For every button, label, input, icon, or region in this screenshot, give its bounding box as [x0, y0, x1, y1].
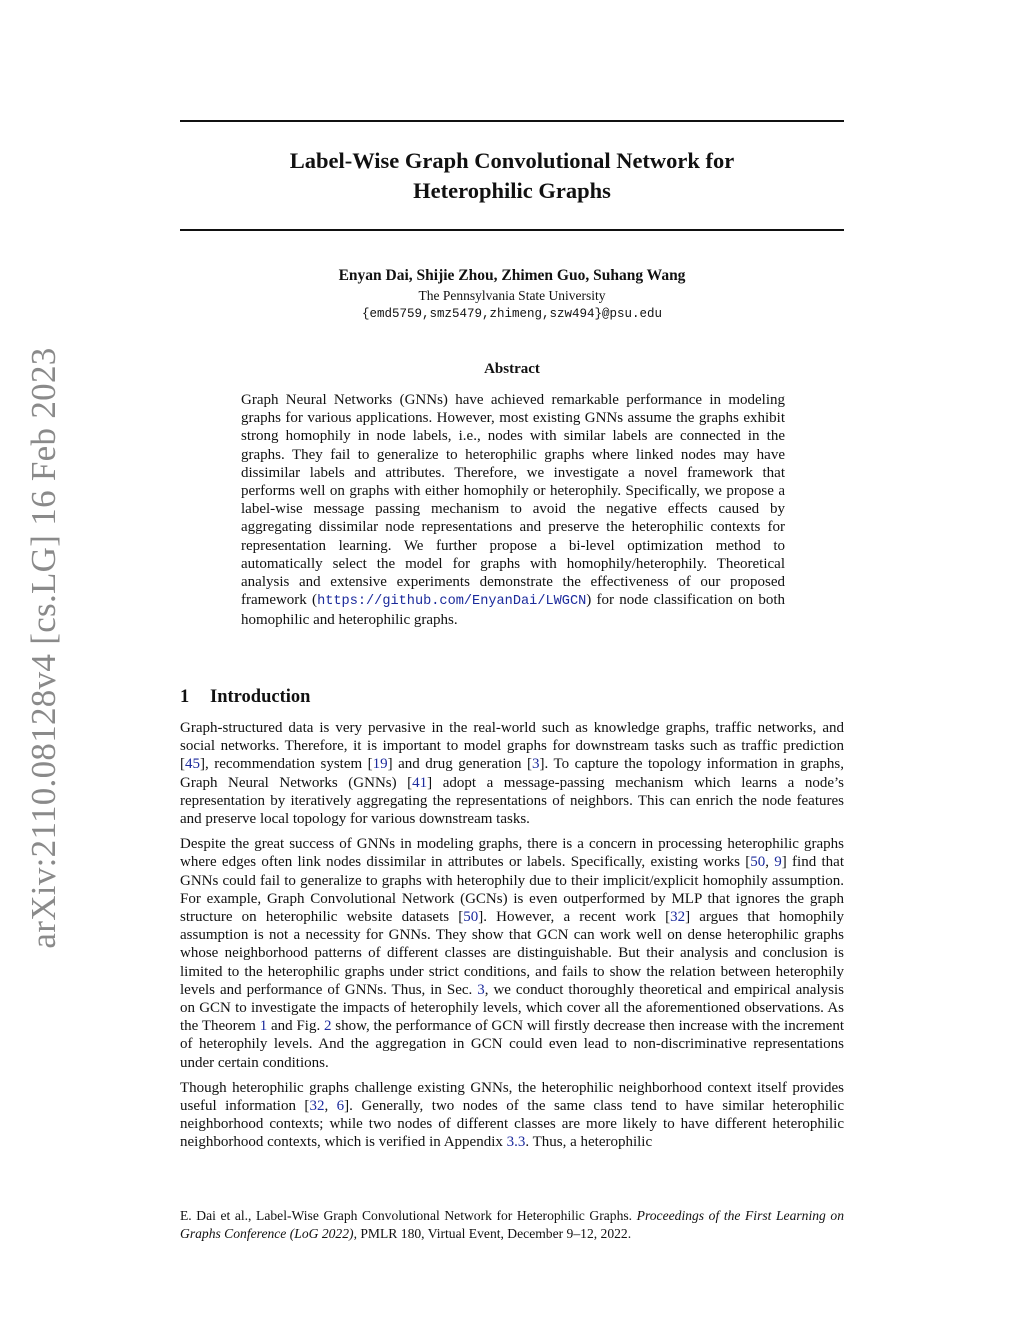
github-link[interactable]: https://github.com/EnyanDai/LWGCN	[317, 594, 587, 610]
appendix-ref-link[interactable]: 3.3	[506, 1134, 526, 1151]
text-run: Though heterophilic graphs challenge existing GNNs, the heterophilic neighborhood context itself provides useful information [	[180, 1079, 844, 1115]
text-run: ]. However, a recent work [	[478, 909, 671, 926]
abstract-heading: Abstract	[484, 361, 540, 377]
arxiv-id: arXiv:2110.08128v4 [cs.LG] 16 Feb 2023	[24, 347, 63, 949]
text-run: Despite the great success of GNNs in modeling graphs, there is a concern in processing heterophilic graphs where edges often link nodes dissimilar in attributes or labels. Specifically, existing works [	[180, 836, 844, 871]
text-run: ], recommendation system [	[200, 756, 373, 773]
paragraph-1	[180, 719, 844, 828]
text-run: and Fig.	[267, 1018, 324, 1035]
theorem-ref-link[interactable]: 1	[259, 1018, 268, 1035]
citation-link[interactable]: 50	[750, 854, 766, 871]
abstract-tail: ) for node classification on both homophilic and heterophilic graphs.	[241, 592, 786, 629]
citation-link[interactable]: 45	[185, 756, 200, 773]
text-run: ]. Generally, two nodes of the same class tend to have similar heterophilic neighborhood contexts; while two nodes of different classes are more likely to have different heterophilic neighborhood contexts, which is verified in Appendix	[180, 1098, 844, 1151]
text-run: ]. To capture the topology information in graphs, Graph Neural Networks (GNNs) [	[180, 756, 844, 791]
title-line-2: Heterophilic Graphs	[413, 178, 611, 203]
citation-link[interactable]: 3	[532, 756, 540, 773]
affiliation: The Pennsylvania State University	[418, 288, 606, 303]
paragraph-2	[180, 835, 844, 1072]
introduction-body	[180, 719, 844, 1159]
top-rule	[180, 120, 844, 122]
citation-link[interactable]: 9	[774, 854, 782, 871]
authors: Enyan Dai, Shijie Zhou, Zhimen Guo, Suhang Wang	[338, 267, 686, 284]
text-run: ] adopt a message-passing mechanism which learns a node’s representation by iteratively aggregating the representations of neighbors. This can enrich the node features and preserve local topology for various downstream tasks.	[180, 774, 844, 828]
text-run: ] argues that homophily assumption is not a necessity for GNNs. They show that GCN can work well on dense heterophilic graphs whose neighborhood patterns of different classes are distinguishable. But their analysis and conclusion is limited to the heterophilic graphs under strict conditions, and fails to show the relation between heterophily levels and performance of GNNs. Thus, in Sec.	[180, 909, 844, 998]
text-run: ,	[765, 854, 775, 871]
footer-details: , PMLR 180, Virtual Event, December 9–12, 2022.	[353, 1225, 632, 1241]
footer-venue: Proceedings of the First Learning on Graphs Conference (LoG 2022)	[180, 1208, 845, 1241]
abstract-text	[241, 391, 785, 630]
citation-link[interactable]: 50	[463, 909, 479, 926]
citation-link[interactable]: 19	[372, 756, 388, 773]
section-title: Introduction	[210, 687, 311, 707]
figure-ref-link[interactable]: 2	[324, 1018, 332, 1035]
text-run: . Thus, a heterophilic	[525, 1134, 653, 1151]
title-line-1: Label-Wise Graph Convolutional Network for	[289, 148, 735, 173]
email-list: {emd5759,smz5479,zhimeng,szw494}@psu.edu	[361, 307, 663, 321]
paper-title	[180, 146, 844, 206]
text-run: Graph-structured data is very pervasive in the real-world such as knowledge graphs, traffic networks, and social networks. Therefore, it is important to model graphs for downstream tasks such as traffic prediction [	[180, 720, 844, 773]
text-run: ] find that GNNs could fail to generalize to graphs with heterophily due to their implicit/explicit homophily assumption. For example, Graph Convolutional Network (GCNs) is even outperformed by MLP that ignores the graph structure on heterophilic website datasets [	[180, 854, 845, 926]
text-run: ] and drug generation [	[387, 756, 533, 773]
footer-citation	[180, 1207, 844, 1242]
citation-link[interactable]: 6	[336, 1098, 345, 1115]
abstract-body: Graph Neural Networks (GNNs) have achieved remarkable performance in modeling graphs for various applications. However, most existing GNNs assume the graphs exhibit strong homophily in node labels, i.e., nodes with similar labels are connected in the graphs. They fail to generalize to heterophilic graphs where linked nodes may have dissimilar labels and attributes. Therefore, we investigate a novel framework that performs well on graphs with either homophily or heterophily. Specifically, we propose a label-wise message passing mechanism to avoid the negative effects caused by aggregating dissimilar node representations and preserve the heterophilic contexts for representation learning. We further propose a bi-level optimization method to automatically select the model for graphs with homophily/heterophily. Theoretical analysis and extensive experiments demonstrate the effectiveness of our proposed framework (	[241, 392, 785, 609]
section-ref-link[interactable]: 3	[477, 981, 485, 998]
footer-authors: E. Dai et al., Label-Wise Graph Convolutional Network for Heterophilic Graphs.	[180, 1208, 637, 1223]
citation-link[interactable]: 32	[670, 909, 686, 926]
text-run: , we conduct thoroughly theoretical and empirical analysis on GCN to investigate the impacts of heterophily levels, which cover all the aforementioned observations. As the Theorem	[180, 981, 844, 1035]
text-run: show, the performance of GCN will firstly decrease then increase with the increment of heterophily levels. And the aggregation in GCN could even lead to non-discriminative representations under certain conditions.	[180, 1018, 844, 1071]
citation-link[interactable]: 32	[309, 1098, 325, 1115]
paragraph-3	[180, 1079, 844, 1152]
citation-link[interactable]: 41	[412, 774, 428, 791]
section-heading	[180, 685, 310, 709]
section-number: 1	[180, 687, 190, 707]
text-run: ,	[324, 1098, 337, 1115]
bottom-rule	[180, 229, 844, 231]
